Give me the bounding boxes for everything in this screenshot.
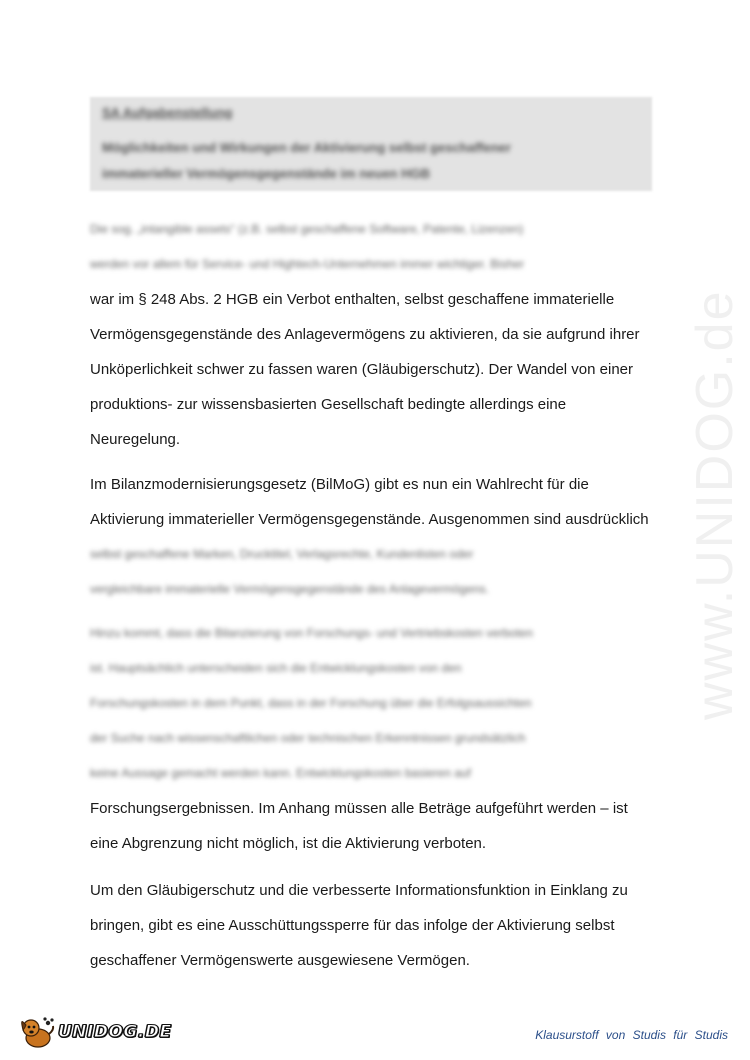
text-line: Aktivierung immaterieller Vermögensgegenstände. Ausgenommen sind ausdrücklich [90, 511, 649, 528]
unidog-logo[interactable] [18, 1014, 172, 1050]
paragraph-4 [90, 873, 660, 978]
footer-tagline: Klausurstoff von Studis für Studis [535, 1028, 728, 1042]
task-label: SA Aufgabenstellung [102, 105, 233, 120]
text-line: Im Bilanzmodernisierungsgesetz (BilMoG) gibt es nun ein Wahlrecht für die [90, 476, 589, 493]
text-line: Forschungsergebnissen. Im Anhang müssen alle Beträge aufgeführt werden – ist [90, 800, 628, 817]
text-line: keine Aussage gemacht werden kann. Entwicklungskosten basieren auf [90, 766, 471, 780]
text-line: vergleichbare immaterielle Vermögensgegenstände des Anlagevermögens. [90, 582, 489, 596]
text-line: Hinzu kommt, dass die Bilanzierung von Forschungs- und Vertriebskosten verboten [90, 626, 533, 640]
text-line: Neuregelung. [90, 431, 181, 448]
paragraph-2 [90, 467, 660, 607]
text-line: selbst geschaffene Marken, Drucktitel, Verlagsrechte, Kundenlisten oder [90, 547, 474, 561]
task-title-line: immaterieller Vermögensgegenstände im neuen HGB [102, 166, 430, 181]
watermark: www.UNIDOG.de [686, 289, 744, 720]
task-title [102, 135, 642, 187]
text-line: produktions- zur wissensbasierten Gesellschaft bedingte allerdings eine [90, 396, 567, 413]
task-heading-box [90, 97, 652, 191]
text-line: Die sog. „intangible assets“ (z.B. selbst geschaffene Software, Patente, Lizenzen) [90, 222, 524, 236]
text-line: Unköperlichkeit schwer zu fassen waren (Gläubigerschutz). Der Wandel von einer [90, 361, 634, 378]
logo-text: UNIDOG.DE [58, 1022, 172, 1042]
dog-mascot-icon [18, 1014, 56, 1050]
text-line: ist. Hauptsächlich unterscheiden sich die Entwicklungskosten von den [90, 661, 462, 675]
paragraph-1 [90, 212, 660, 457]
text-line: werden vor allem für Service- und Hightech-Unternehmen immer wichtiger. Bisher [90, 257, 525, 271]
text-line: Forschungskosten in dem Punkt, dass in der Forschung über die Erfolgsaussichten [90, 696, 532, 710]
text-line: der Suche nach wissenschaftlichen oder technischen Erkenntnissen grundsätzlich [90, 731, 526, 745]
paragraph-3 [90, 616, 660, 861]
text-line: bringen, gibt es eine Ausschüttungssperre für das infolge der Aktivierung selbst [90, 917, 615, 934]
task-title-line: Möglichkeiten und Wirkungen der Aktivierung selbst geschaffener [102, 140, 511, 155]
text-line: Vermögensgegenstände des Anlagevermögens zu aktivieren, da sie aufgrund ihrer [90, 326, 640, 343]
text-line: eine Abgrenzung nicht möglich, ist die Aktivierung verboten. [90, 835, 487, 852]
text-line: Um den Gläubigerschutz und die verbesserte Informationsfunktion in Einklang zu [90, 882, 628, 899]
text-line: war im § 248 Abs. 2 HGB ein Verbot enthalten, selbst geschaffene immaterielle [90, 291, 615, 308]
text-line: geschaffener Vermögenswerte ausgewiesene Vermögen. [90, 952, 470, 969]
